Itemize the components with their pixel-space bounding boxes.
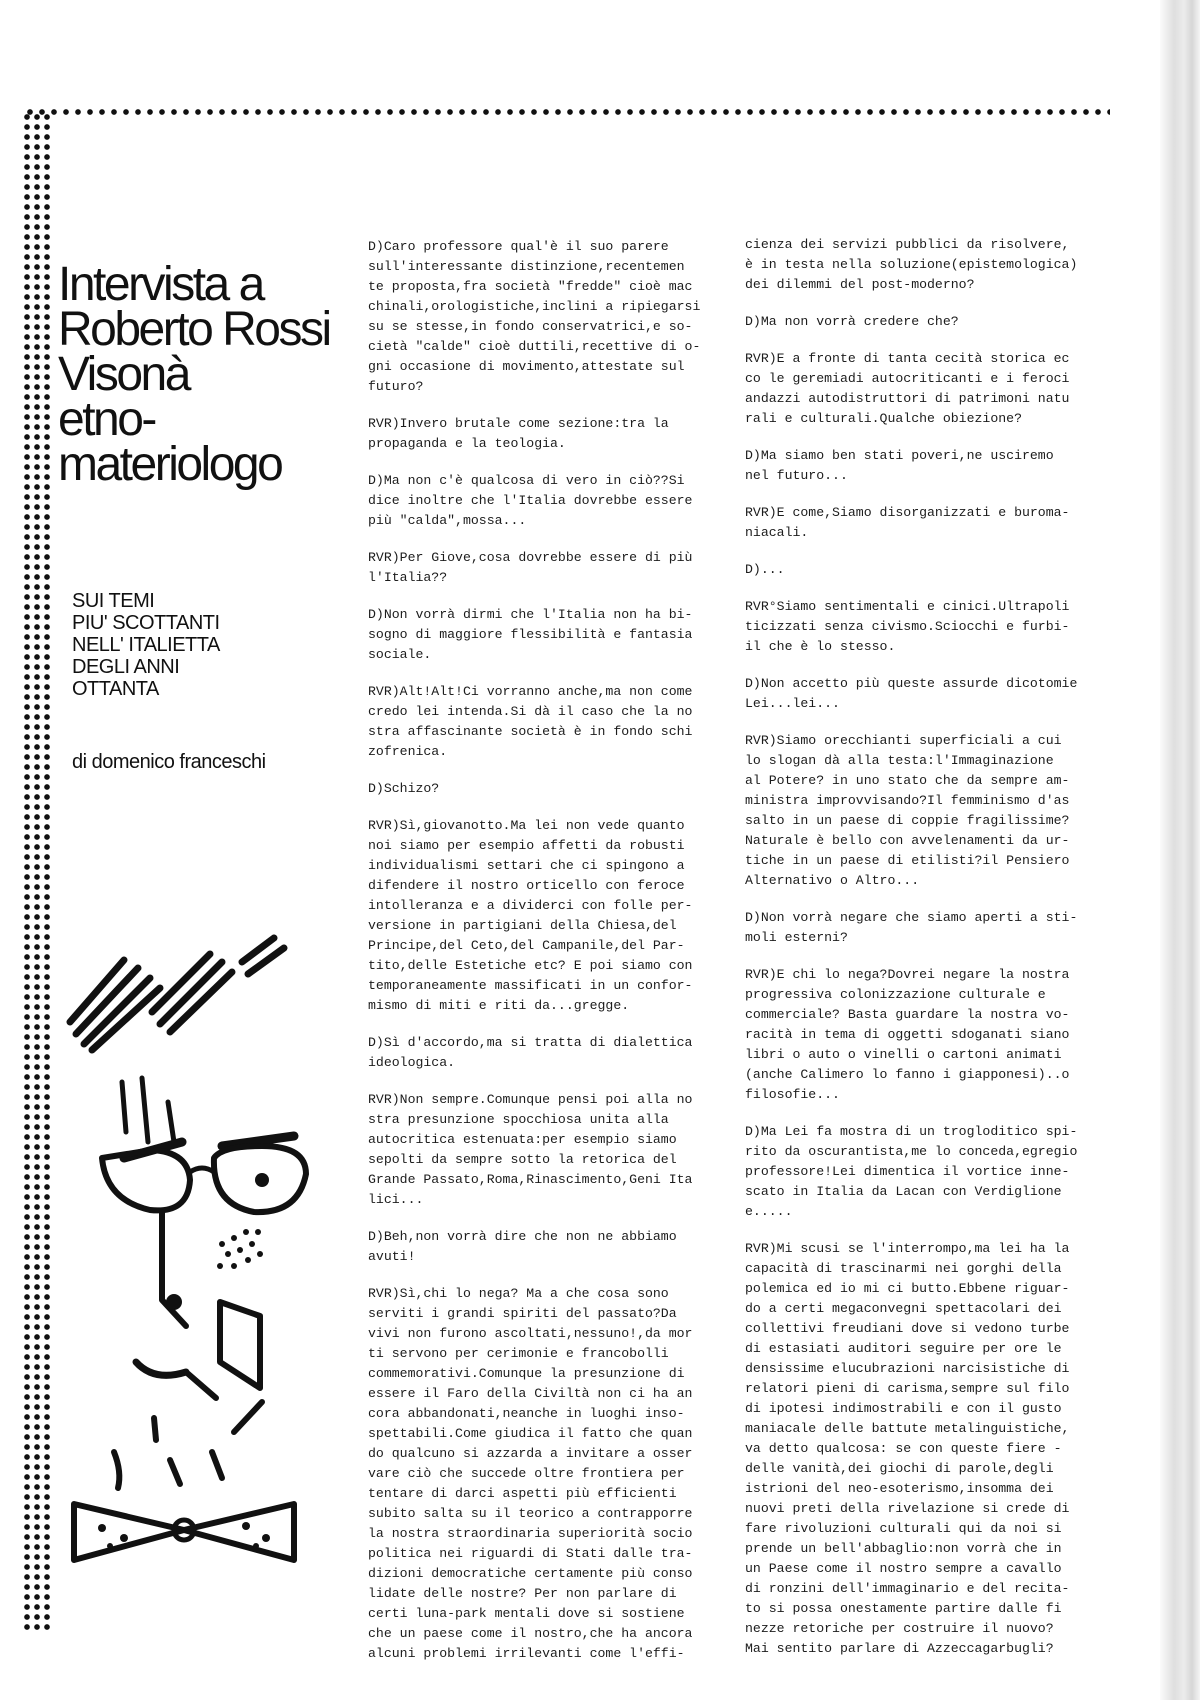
subtitle-line: DEGLI ANNI [72, 656, 180, 678]
interview-paragraph: RVR)Mi scusi se l'interrompo,ma lei ha la capacità di trascinarmi nei gorghi della polemica ed io mi ci butto.Ebbene riguar- do a certi megaconvegni spettacolari dei collettivi freudiani dove si vedono turbe di estasiati auditori seguire per ore le densissime elucubrazioni narcisistiche di relatori pieni di carisma,sempre sul filo di ipotesi indimostrabili e con il gusto maniacale delle battute metalinguistiche, va detto qualcosa: se con queste fiere - delle vanità,dei giochi di parole,degli istrioni del neo-esoterismo,insomma dei nuovi preti della rivelazione si crede di fare rivoluzioni culturali qui da noi si prende un bell'abbaglio:non vorrà che in un Paese come il nostro sempre a cavallo di ronzini dell'immaginario e del recita- to si possa onestamente partire dalle fi nezze retoriche per costruire il nuovo? Mai sentito parlare di Azzeccagarbugli? [745, 1241, 1070, 1656]
interview-paragraph: RVR)Alt!Alt!Ci vorranno anche,ma non come credo lei intenda.Si dà il caso che la no stra affascinante società è in fondo schi zofrenica. [368, 684, 693, 759]
subtitle [72, 590, 332, 700]
author-byline: di domenico franceschi [72, 751, 266, 773]
subtitle-line: NELL' ITALIETTA [72, 634, 220, 656]
interview-paragraph: D)Non vorrà negare che siamo aperti a sti- moli esterni? [745, 910, 1078, 945]
interview-paragraph: D)Caro professore qual'è il suo parere sull'interessante distinzione,recentemen te proposta,fra società "fredde" cioè mac chinali,orologistiche,inclini a ripiegarsi su se stesse,in fondo conservatrici,e so- cietà "calde" cioè duttili,recettive di o- gni occasione di movimento,attestate sul futuro? [368, 239, 701, 394]
headline-line: Visonà [58, 348, 189, 401]
interview-paragraph: D)Sì d'accordo,ma si tratta di dialettica ideologica. [368, 1035, 693, 1070]
headline-line: etno- [58, 393, 155, 446]
interview-paragraph: cienza dei servizi pubblici da risolvere, è in testa nella soluzione(epistemologica) dei dilemmi del post-moderno? [745, 237, 1078, 292]
headline-line: materiologo [58, 438, 282, 491]
interview-paragraph: RVR)Invero brutale come sezione:tra la propaganda e la teologia. [368, 416, 669, 451]
interview-paragraph: RVR)Non sempre.Comunque pensi poi alla no stra presunzione spocchiosa unita alla autocritica estenuata:per esempio siamo sepolti da sempre sotto la retorica del Grande Passato,Roma,Rinascimento,Geni Ita lici... [368, 1092, 693, 1207]
interview-paragraph: RVR)Per Giove,cosa dovrebbe essere di più l'Italia?? [368, 550, 693, 585]
interview-paragraph: RVR)E come,Siamo disorganizzati e buroma- niacali. [745, 505, 1070, 540]
scan-edge-shadow [1160, 0, 1200, 1700]
interview-paragraph: D)Ma non vorrà credere che? [745, 314, 959, 329]
interview-paragraph: RVR)Sì,chi lo nega? Ma a che cosa sono serviti i grandi spiriti del passato?Da vivi non furono ascoltati,nessuno!,da mor ti servono per cerimonie e francobolli commemorativi.Comunque la presunzione di essere il Faro della Civiltà non ci ha an cora abbandonati,neanche in luoghi inso- spettabili.Come giudica il fatto che quan do qualcuno si azzarda a invitare a osser vare ciò che succede oltre frontiera per tentare di darci aspetti più efficienti subito salta su il teorico a contrapporre la nostra straordinaria superiorità socio politica nei riguardi di Stati dalle tra- dizioni democratiche certamente più conso lidate delle nostre? Per non parlare di certi luna-park mentali dove si sostiene che un paese come il nostro,che ha ancora alcuni problemi irrilevanti come l'effi- [368, 1286, 693, 1661]
interview-paragraph: D)Beh,non vorrà dire che non ne abbiamo avuti! [368, 1229, 677, 1264]
subtitle-line: PIU' SCOTTANTI [72, 612, 220, 634]
interview-paragraph: D)Non accetto più queste assurde dicotomie Lei...lei... [745, 676, 1078, 711]
interview-paragraph: D)Schizo? [368, 781, 440, 796]
dotted-border-left [22, 112, 52, 1634]
headline-line: Roberto Rossi [58, 303, 330, 356]
interview-paragraph: RVR°Siamo sentimentali e cinici.Ultrapoli ticizzati senza civismo.Sciocchi e furbi- il che è lo stesso. [745, 599, 1070, 654]
headline [58, 258, 358, 491]
interview-paragraph: D)Ma siamo ben stati poveri,ne usciremo nel futuro... [745, 448, 1054, 483]
interview-paragraph: RVR)E chi lo nega?Dovrei negare la nostra progressiva colonizzazione culturale e commerciale? Basta guardare la nostra vo- racità in tema di oggetti sdoganati siano libri o auto o vinelli o cartoni animati (anche Calimero lo fanno i giapponesi)..o filosofie... [745, 967, 1070, 1102]
dotted-border-top [24, 106, 1110, 118]
interview-paragraph: D)... [745, 562, 785, 577]
interview-paragraph: RVR)Siamo orecchianti superficiali a cui lo slogan dà alla testa:l'Immaginazione al Potere? in uno stato che da sempre am- ministra improvvisando?Il femminismo d'as salto in un paese di coppie fragilissime? Naturale è bello con avvelenamenti da ur- tiche in un paese di etilisti?il Pensiero Alternativo o Altro... [745, 733, 1070, 888]
subtitle-line: SUI TEMI [72, 590, 155, 612]
interview-paragraph: D)Ma non c'è qualcosa di vero in ciò??Si dice inoltre che l'Italia dovrebbe essere più "calda",mossa... [368, 473, 693, 528]
interview-paragraph: D)Non vorrà dirmi che l'Italia non ha bi- sogno di maggiore flessibilità e fantasia sociale. [368, 607, 693, 662]
caricature-illustration [62, 932, 332, 1582]
interview-paragraph: RVR)Sì,giovanotto.Ma lei non vede quanto noi siamo per esempio affetti da robusti individualismi settari che ci spingono a difendere il nostro orticello con feroce intolleranza e a dividerci con folle per- versione in partigiani della Chiesa,del Principe,del Ceto,del Campanile,del Par- tito,delle Estetiche etc? E poi siamo con temporaneamente massificati in un confor- mismo di miti e riti da...gregge. [368, 818, 693, 1013]
subtitle-line: OTTANTA [72, 678, 159, 700]
interview-paragraph: D)Ma Lei fa mostra di un trogloditico spi- rito da oscurantista,me lo conceda,egregio professore!Lei dimentica il vortice inne- scato in Italia da Lacan con Verdiglione e..... [745, 1124, 1078, 1219]
interview-column-right [745, 235, 1117, 1676]
headline-line: Intervista a [58, 258, 263, 311]
interview-paragraph: RVR)E a fronte di tanta cecità storica ec co le geremiadi autocriticanti e i feroci andazzi autodistruttori di patrimoni natu rali e culturali.Qualche obiezione? [745, 351, 1070, 426]
interview-column-middle [368, 237, 720, 1681]
